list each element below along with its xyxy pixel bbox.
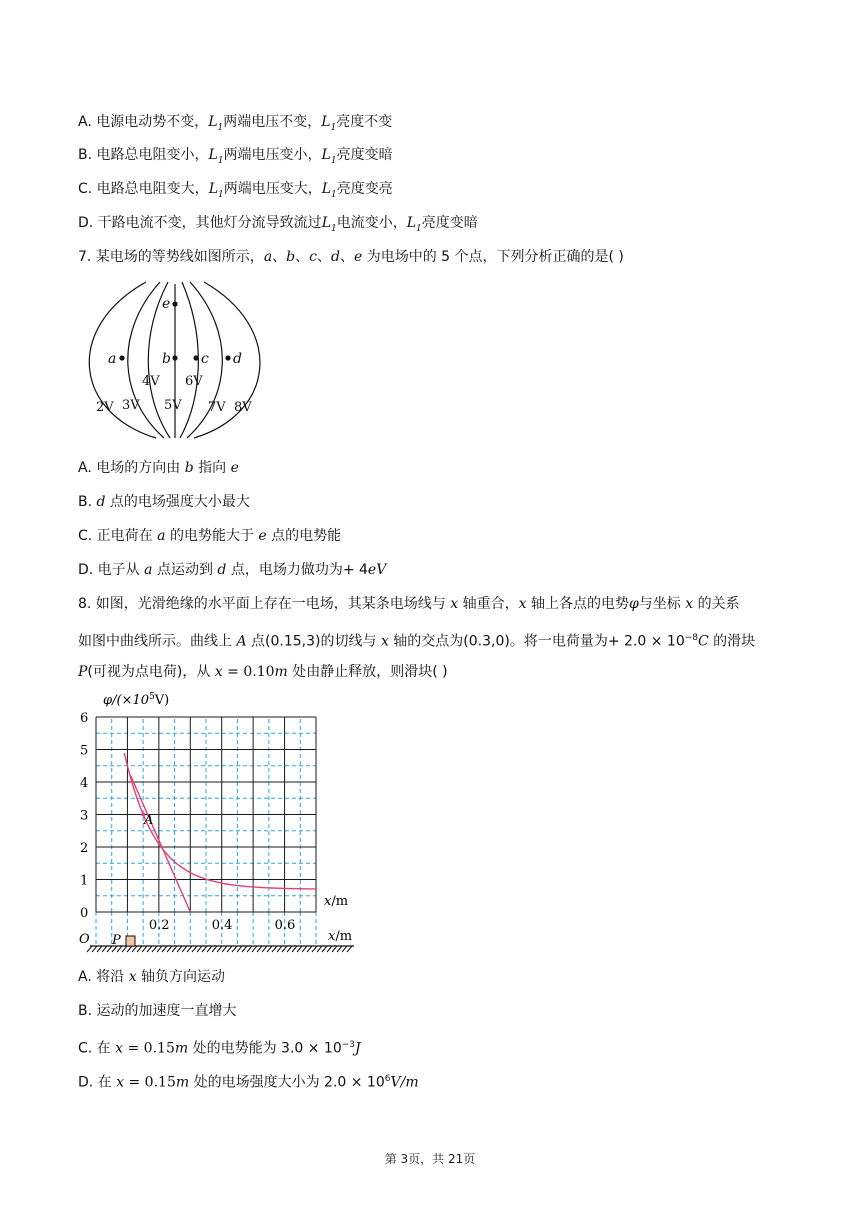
point-c-dot	[193, 355, 198, 360]
potential-graph	[70, 690, 370, 955]
label-5v: 5V	[164, 398, 182, 413]
ground-hatch	[202, 946, 207, 952]
label-4v: 4V	[142, 374, 160, 389]
ground-hatch	[287, 946, 292, 952]
label-a: a	[108, 351, 117, 367]
ground-hatch	[262, 946, 267, 952]
ground-hatch	[197, 946, 202, 952]
label-3v: 3V	[122, 398, 140, 413]
ground-hatch	[172, 946, 177, 952]
ground-hatch	[332, 946, 337, 952]
point-b-dot	[172, 355, 177, 360]
q8-option-d: D. 在 x = 0.15m 处的电场强度大小为 $2.0 \times 10^6V/m$	[78, 1074, 419, 1091]
ground-hatch	[97, 946, 102, 952]
point-a-label: A	[144, 813, 154, 828]
q7-option-b: B. d 点的电场强度大小最大	[78, 494, 250, 510]
ground-hatch	[222, 946, 227, 952]
ground-hatch	[292, 946, 297, 952]
ground-hatch	[327, 946, 332, 952]
label-6v: 6V	[185, 374, 203, 389]
ground-hatch	[192, 946, 197, 952]
x-tick-label: 0.2	[148, 918, 170, 933]
ground-hatch	[317, 946, 322, 952]
q7-stem: 7. 某电场的等势线如图所示，a、b、c、d、e 为电场中的 5 个点，下列分析正确的是( )	[78, 249, 624, 265]
ground-hatch	[242, 946, 247, 952]
ground-hatch	[297, 946, 302, 952]
q8-option-a: A. 将沿 x 轴负方向运动	[78, 969, 226, 985]
x-tick-label: 0.6	[274, 918, 296, 933]
label-2v: 2V	[96, 400, 114, 415]
equipotential-figure	[84, 278, 284, 443]
q7-option-a: A. 电场的方向由 b 指向 e	[78, 460, 239, 476]
ground-hatch	[282, 946, 287, 952]
ground-hatch	[92, 946, 97, 952]
slider-block	[126, 936, 135, 946]
q7-option-d: D. 电子从 a 点运动到 d 点，电场力做功为+ 4eV	[78, 562, 387, 578]
ground-hatch	[167, 946, 172, 952]
lower-x-axis-label: x/m	[328, 929, 353, 944]
ground-hatch	[337, 946, 342, 952]
ground-hatch	[322, 946, 327, 952]
point-d-dot	[225, 355, 230, 360]
ground-hatch	[132, 946, 137, 952]
y-tick-label: 2	[80, 841, 89, 856]
label-8v: 8V	[234, 400, 252, 415]
ground-hatch	[307, 946, 312, 952]
ground-hatch	[227, 946, 232, 952]
ground-hatch	[177, 946, 182, 952]
label-7v: 7V	[208, 400, 226, 415]
y-axis-label: $\varphi/(\times 10^5V)$	[103, 692, 170, 708]
ground-hatch	[277, 946, 282, 952]
ground-hatch	[122, 946, 127, 952]
x-axis-label: x/m	[324, 894, 349, 909]
ground-hatch	[347, 946, 352, 952]
lamp-symbol: $L_1$	[208, 114, 224, 133]
ground-hatch	[207, 946, 212, 952]
ground-hatch	[247, 946, 252, 952]
q8-stem-line-3: P(可视为点电荷)，从 x = 0.10m 处由静止释放，则滑块( )	[78, 664, 448, 680]
y-tick-label: 5	[80, 743, 89, 759]
y-tick-label: 4	[80, 776, 89, 791]
y-tick-label: 0	[80, 906, 89, 921]
ground-hatch	[142, 946, 147, 952]
ground-hatch	[152, 946, 157, 952]
q8-stem-line-1: 8. 如图，光滑绝缘的水平面上存在一电场，其某条电场线与 x 轴重合，x 轴上各点的电势φ与坐标 x 的关系	[78, 596, 740, 612]
page-footer: 第 3页，共 21页	[384, 1152, 476, 1166]
y-tick-label: 1	[80, 873, 89, 889]
ground-hatch	[212, 946, 217, 952]
origin-label: O	[79, 932, 90, 947]
ground-hatch	[302, 946, 307, 952]
q8-option-c: C. 在 x = 0.15m 处的电势能为 $3.0 \times 10^{-3}J$	[78, 1040, 361, 1057]
ground-hatch	[157, 946, 162, 952]
ground-hatch	[267, 946, 272, 952]
ground-hatch	[187, 946, 192, 952]
q6-option-b: B. 电路总电阻变小，$L_1$两端电压变小，$L_1$亮度变暗	[78, 147, 393, 166]
q8-stem-line-2: 如图中曲线所示。曲线上 A 点(0.15,3)的切线与 x 轴的交点为(0.3,0)。将一电荷量为+ $2.0 \times 10^{-8}C$ 的滑块	[78, 633, 756, 650]
label-e: e	[162, 296, 171, 312]
label-c: c	[201, 351, 209, 367]
ground-hatch	[182, 946, 187, 952]
label-d: d	[233, 351, 242, 367]
ground-hatch	[137, 946, 142, 952]
ground-hatch	[102, 946, 107, 952]
q8-option-b: B. 运动的加速度一直增大	[78, 1003, 237, 1019]
y-tick-label: 6	[80, 711, 89, 726]
ground-hatch	[312, 946, 317, 952]
slider-label: P	[112, 933, 121, 948]
point-a-dot	[119, 355, 124, 360]
y-tick-label: 3	[80, 808, 89, 824]
ground-hatch	[232, 946, 237, 952]
ground-hatch	[257, 946, 262, 952]
ground-hatch	[127, 946, 132, 952]
ground-hatch	[342, 946, 347, 952]
tangent-line	[131, 776, 191, 913]
point-e-dot	[172, 301, 177, 306]
q6-option-d: D. 干路电流不变，其他灯分流导致流过$L_1$电流变小，$L_1$亮度变暗	[78, 215, 478, 234]
ground-hatch	[272, 946, 277, 952]
ground-hatch	[252, 946, 257, 952]
label-b: b	[162, 351, 171, 367]
ground-hatch	[217, 946, 222, 952]
q6-option-c: C. 电路总电阻变大，$L_1$两端电压变大，$L_1$亮度变亮	[78, 181, 393, 200]
x-tick-label: 0.4	[211, 918, 233, 933]
q6-option-a: A. 电源电动势不变，$L_1$两端电压不变，$L_1$亮度不变	[78, 114, 393, 133]
q7-option-c: C. 正电荷在 a 的电势能大于 e 点的电势能	[78, 528, 342, 544]
ground-hatch	[147, 946, 152, 952]
ground-hatch	[162, 946, 167, 952]
ground-hatch	[237, 946, 242, 952]
